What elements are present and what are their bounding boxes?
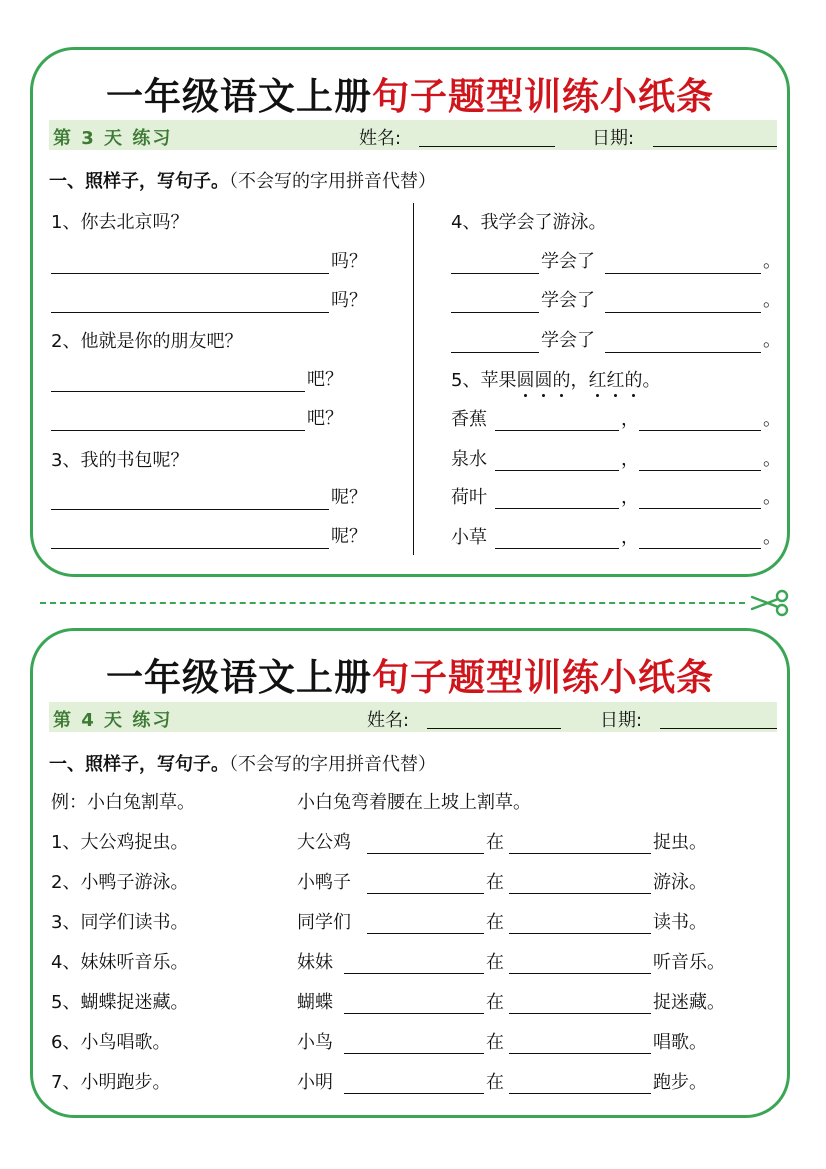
answer-line[interactable] (451, 352, 539, 353)
answer-line[interactable] (509, 1053, 651, 1054)
answer-line[interactable] (344, 1013, 484, 1014)
answer-line[interactable] (51, 509, 329, 510)
sentence-subject: 小鸭子 (297, 872, 351, 893)
answer-ending: 呢？ (331, 487, 367, 508)
emphasis-char: 圆 (516, 370, 535, 391)
sentence-ending: 听音乐。 (653, 952, 725, 973)
answer-line[interactable] (639, 430, 761, 431)
info-bar (49, 120, 777, 150)
worksheet-card-day4 (30, 628, 790, 1118)
name-field[interactable] (419, 146, 555, 147)
section-heading: 一、照样子，写句子。（不会写的字用拼音代替） (49, 171, 436, 192)
question: 2、小鸭子游泳。 (51, 872, 189, 893)
sentence-ending: 跑步。 (653, 1072, 707, 1093)
answer-line[interactable] (367, 853, 484, 854)
q5-item: 香蕉 (451, 409, 487, 430)
question: 7、小明跑步。 (51, 1072, 171, 1093)
card-title: 一年级语文上册句子题型训练小纸条 (106, 75, 714, 118)
question: 6、小鸟唱歌。 (51, 1032, 171, 1053)
name-label: 姓名: (367, 710, 410, 731)
answer-middle: 学会了 (541, 251, 595, 272)
info-bar (49, 702, 777, 732)
zai-label: 在 (486, 1072, 504, 1093)
sentence-ending: 游泳。 (653, 872, 707, 893)
answer-line[interactable] (605, 312, 761, 313)
question: 1、大公鸡捉虫。 (51, 832, 189, 853)
answer-line[interactable] (51, 312, 329, 313)
answer-period: 。 (763, 251, 781, 272)
answer-line[interactable] (495, 548, 619, 549)
question: 5、蝴蝶捉迷藏。 (51, 992, 189, 1013)
cut-line (40, 602, 745, 604)
sentence-subject: 蝴蝶 (297, 992, 333, 1013)
sentence-subject: 妹妹 (297, 952, 333, 973)
question: 4、妹妹听音乐。 (51, 952, 189, 973)
answer-line[interactable] (344, 1053, 484, 1054)
answer-ending: 吗？ (331, 251, 367, 272)
q5-item: 泉水 (451, 449, 487, 470)
sentence-ending: 捉虫。 (653, 832, 707, 853)
emphasis-char: 红 (588, 370, 607, 391)
answer-line[interactable] (605, 273, 761, 274)
answer-middle: 学会了 (541, 330, 595, 351)
question-1: 1、你去北京吗？ (51, 212, 189, 233)
question-2: 2、他就是你的朋友吧？ (51, 331, 243, 352)
column-divider (413, 203, 414, 555)
answer-middle: 学会了 (541, 290, 595, 311)
sentence-subject: 同学们 (297, 912, 351, 933)
zai-label: 在 (486, 912, 504, 933)
zai-label: 在 (486, 992, 504, 1013)
sentence-ending: 唱歌。 (653, 1032, 707, 1053)
answer-line[interactable] (495, 430, 619, 431)
q5-item: 小草 (451, 527, 487, 548)
answer-line[interactable] (509, 1093, 651, 1094)
sentence-ending: 捉迷藏。 (653, 992, 725, 1013)
answer-ending: 吧？ (307, 408, 343, 429)
day-label: 第 4 天 练习 (53, 710, 173, 731)
answer-line[interactable] (344, 973, 484, 974)
answer-line[interactable] (509, 893, 651, 894)
question-3: 3、我的书包呢？ (51, 450, 189, 471)
emphasis-char: 的 (552, 370, 571, 391)
zai-label: 在 (486, 1032, 504, 1053)
answer-ending: 呢？ (331, 526, 367, 547)
dotted-phrase (588, 370, 642, 391)
answer-line[interactable] (495, 470, 619, 471)
section-heading: 一、照样子，写句子。（不会写的字用拼音代替） (49, 754, 436, 775)
name-field[interactable] (427, 728, 561, 729)
name-label: 姓名: (359, 128, 402, 149)
answer-line[interactable] (367, 933, 484, 934)
answer-line[interactable] (51, 391, 305, 392)
answer-period: 。 (763, 330, 781, 351)
answer-line[interactable] (639, 548, 761, 549)
answer-line[interactable] (509, 853, 651, 854)
emphasis-char: 圆 (534, 370, 553, 391)
zai-label: 在 (486, 832, 504, 853)
answer-line[interactable] (639, 508, 761, 509)
dotted-phrase (516, 370, 570, 391)
date-field[interactable] (653, 146, 777, 147)
answer-line[interactable] (639, 470, 761, 471)
card-title: 一年级语文上册句子题型训练小纸条 (106, 656, 714, 699)
example-answer: 小白兔弯着腰在上坡上割草。 (297, 792, 531, 813)
answer-line[interactable] (367, 893, 484, 894)
answer-line[interactable] (51, 548, 329, 549)
question-4: 4、我学会了游泳。 (451, 212, 607, 233)
zai-label: 在 (486, 872, 504, 893)
date-field[interactable] (660, 728, 777, 729)
date-label: 日期: (600, 710, 643, 731)
answer-line[interactable] (495, 508, 619, 509)
answer-line[interactable] (51, 273, 329, 274)
scissors-icon (748, 588, 790, 618)
answer-ending: 吗？ (331, 290, 367, 311)
date-label: 日期: (592, 128, 635, 149)
question: 3、同学们读书。 (51, 912, 189, 933)
answer-ending: 吧？ (307, 369, 343, 390)
worksheet-card-day3: 一年级语文上册句子题型训练小纸条 第 3 天 练习 姓名: 日期: 一、照样子，写句子。（不会写的字用拼音代替） 1、你去北京吗？ 吗？ 吗？ 2、他就是你的朋友吧？ 吧？ 吧？ 3、我的书包呢？ 呢？ 呢？ 4、我学会了游泳。 学会了 。 学会了 。 学会了 。 5、苹果圆圆的，红红的。 香蕉 ， 。 泉水 ， 。 荷叶 ， 。 小草 ， 。 (30, 47, 790, 577)
sentence-subject: 小鸟 (297, 1032, 333, 1053)
emphasis-char: 红 (606, 370, 625, 391)
question-5: 5、苹果圆圆的，红红的。 (451, 370, 661, 391)
q5-item: 荷叶 (451, 487, 487, 508)
example-label: 例：小白兔割草。 (51, 792, 195, 813)
emphasis-char: 的 (624, 370, 643, 391)
sentence-subject: 小明 (297, 1072, 333, 1093)
zai-label: 在 (486, 952, 504, 973)
answer-line[interactable] (51, 430, 305, 431)
answer-period: 。 (763, 290, 781, 311)
answer-line[interactable] (451, 312, 539, 313)
answer-line[interactable] (451, 273, 539, 274)
answer-line[interactable] (344, 1093, 484, 1094)
sentence-ending: 读书。 (653, 912, 707, 933)
day-label: 第 3 天 练习 (53, 128, 173, 149)
sentence-subject: 大公鸡 (297, 832, 351, 853)
answer-line[interactable] (605, 352, 761, 353)
answer-line[interactable] (509, 933, 651, 934)
answer-line[interactable] (509, 973, 651, 974)
answer-line[interactable] (509, 1013, 651, 1014)
